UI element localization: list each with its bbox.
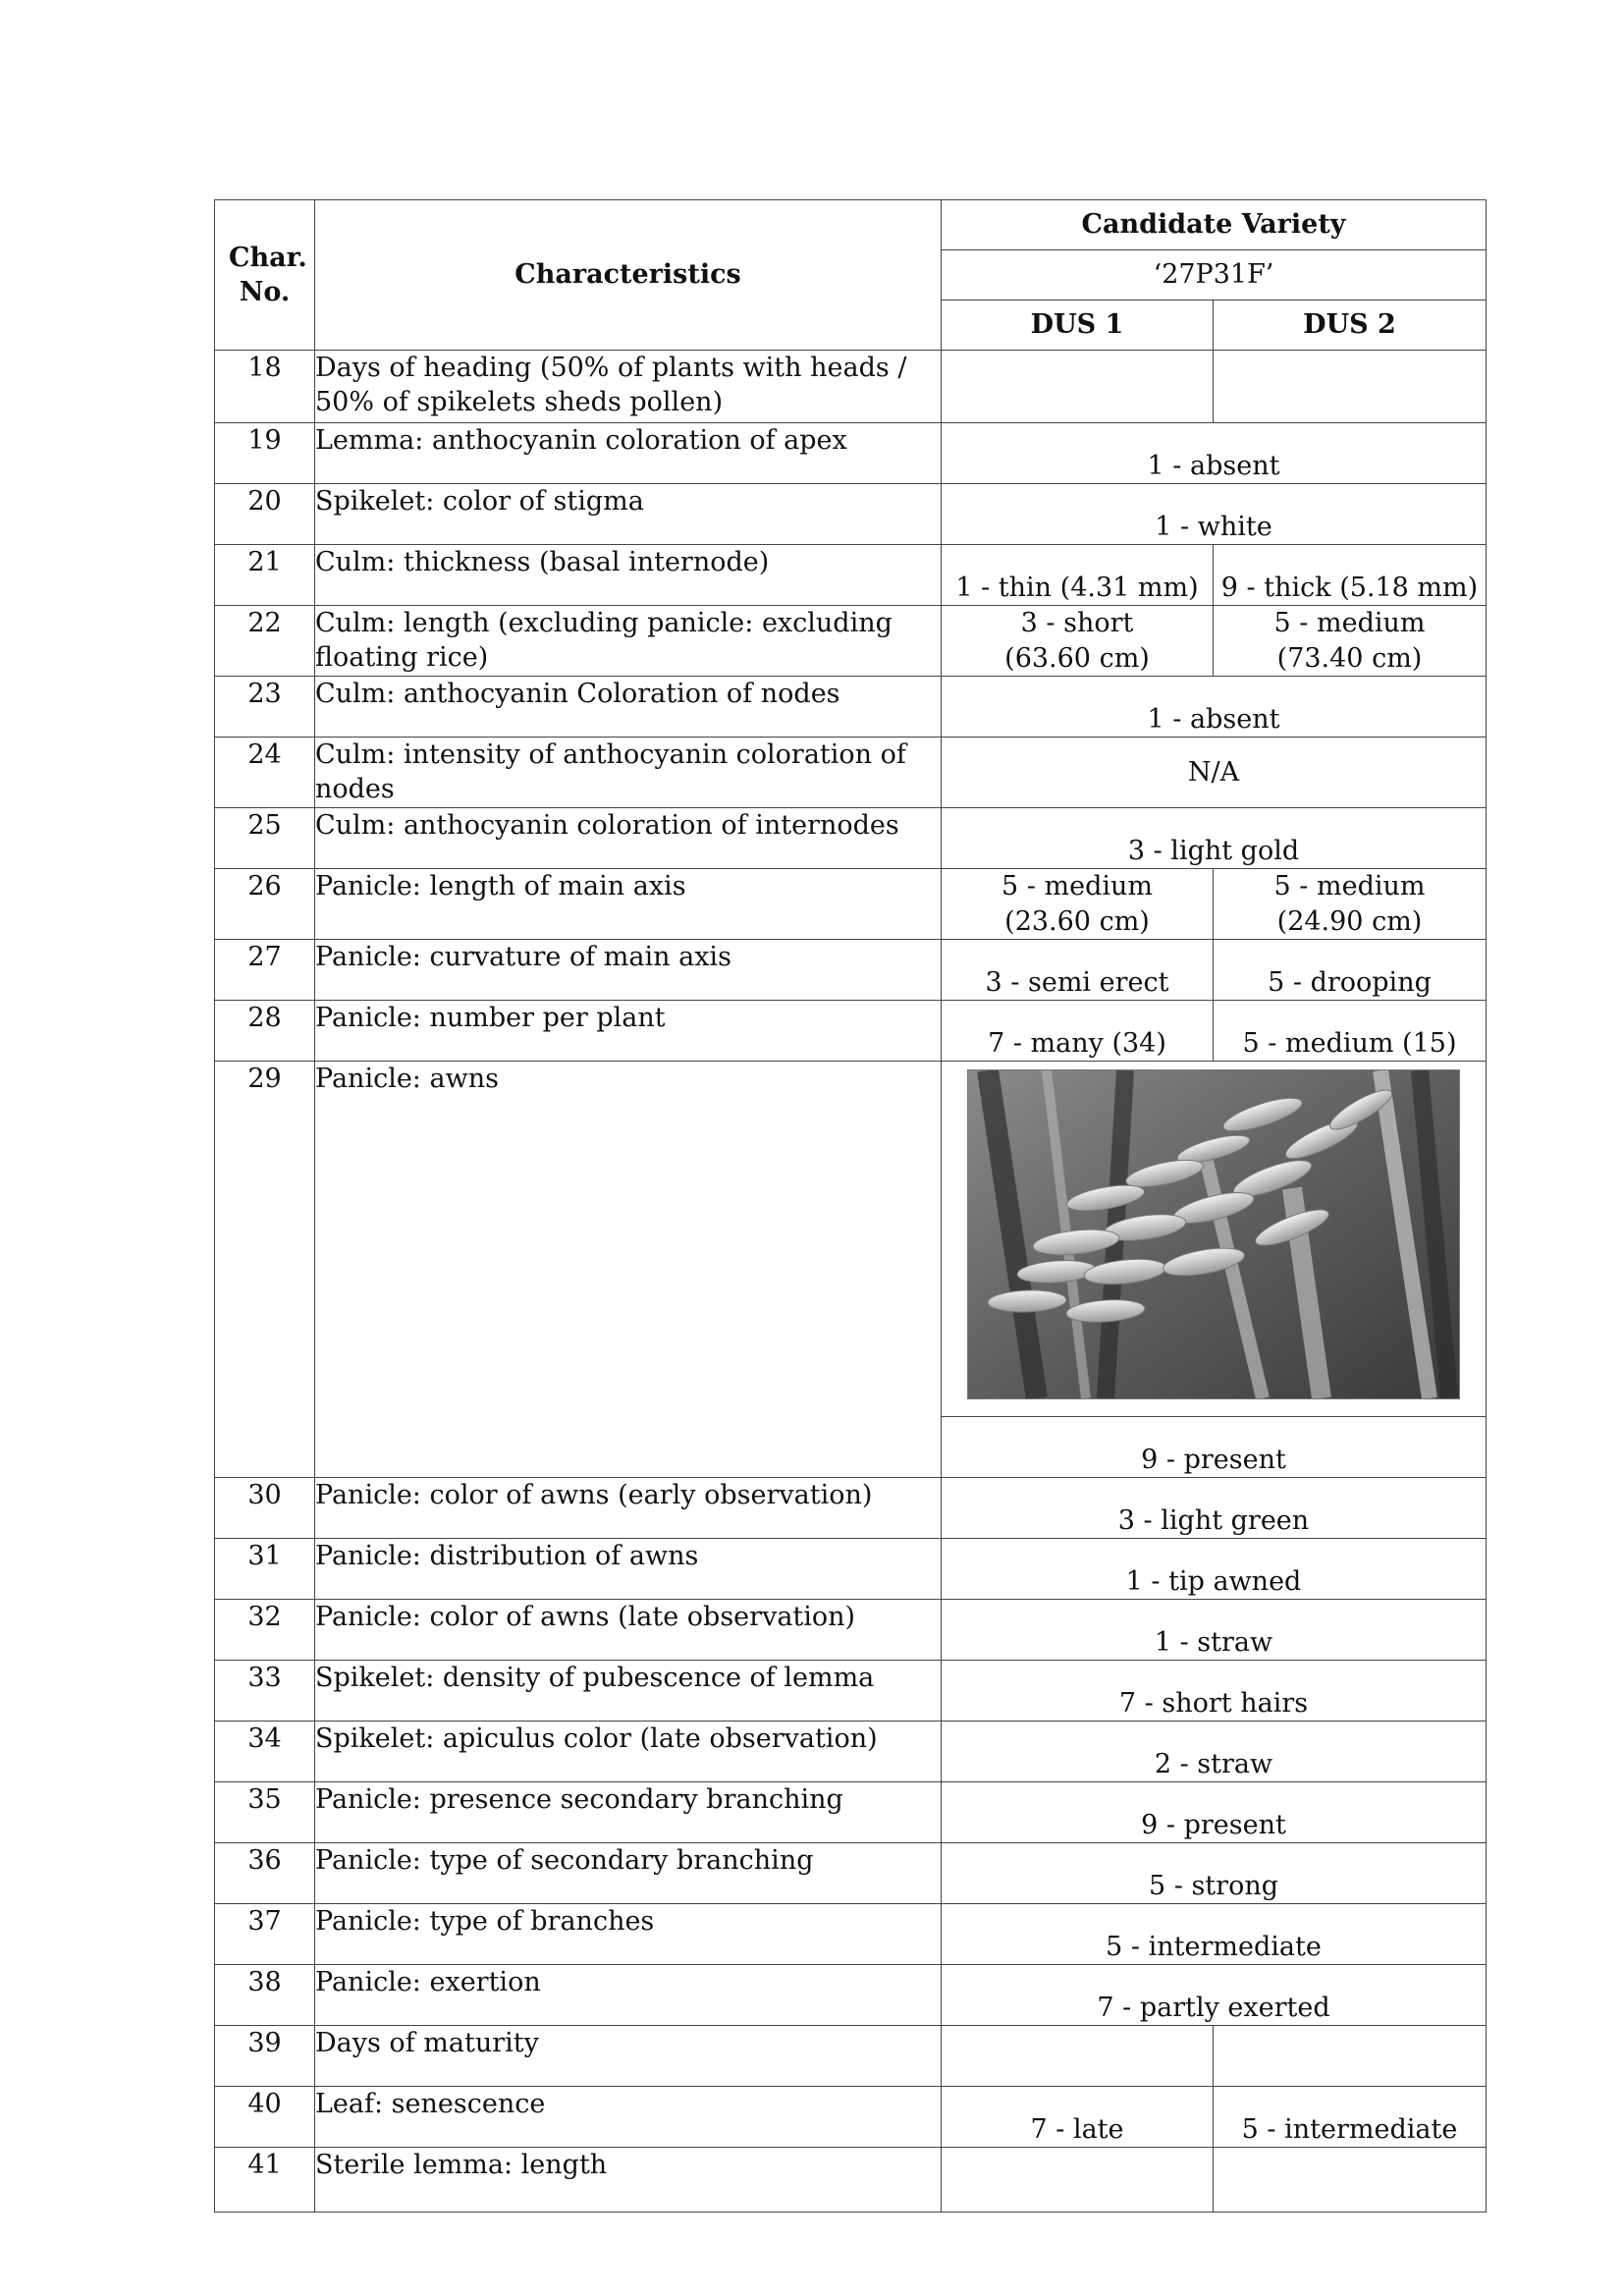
char-number: 19 [215,423,315,484]
char-number: 30 [215,1478,315,1539]
header-variety-name: ‘27P31F’ [942,250,1487,301]
table-row [215,1478,1487,1539]
characteristic-label: Spikelet: apiculus color (late observation) [315,1722,942,1782]
char-number: 18 [215,351,315,423]
header-candidate-variety: Candidate Variety [942,200,1487,250]
char-number: 31 [215,1539,315,1600]
header-char-no: Char. No. [215,200,315,351]
table-row [215,1904,1487,1965]
char-number: 33 [215,1661,315,1722]
table-row [215,1661,1487,1722]
char-number: 29 [215,1062,315,1478]
char-number: 39 [215,2026,315,2087]
char-number: 21 [215,545,315,606]
char-number: 38 [215,1965,315,2026]
char-number: 25 [215,808,315,869]
characteristic-label: Panicle: presence secondary branching [315,1782,942,1843]
char-number: 22 [215,606,315,677]
dus2-value: 5 - intermediate [1214,2087,1487,2148]
combined-value: 3 - light gold [942,808,1487,869]
characteristics-table [214,199,1487,2213]
combined-value: 1 - absent [942,677,1487,738]
table-row [215,1722,1487,1782]
combined-value: 9 - present [942,1782,1487,1843]
table-row [215,1001,1487,1062]
combined-value: 1 - absent [942,423,1487,484]
table-row [215,545,1487,606]
dus2-value: 9 - thick (5.18 mm) [1214,545,1487,606]
table-row [215,677,1487,738]
characteristic-label: Days of maturity [315,2026,942,2087]
table-row [215,606,1487,677]
combined-value: 3 - light green [942,1478,1487,1539]
table-row [215,1843,1487,1904]
characteristic-label: Days of heading (50% of plants with heads / 50% of spikelets sheds pollen) [315,351,942,423]
characteristic-label: Culm: anthocyanin Coloration of nodes [315,677,942,738]
header-characteristics: Characteristics [315,200,942,351]
characteristic-label: Sterile lemma: length [315,2148,942,2213]
panicle-awns-photo [967,1069,1460,1399]
combined-value: 2 - straw [942,1722,1487,1782]
dus1-value [942,351,1214,423]
table-row [215,2087,1487,2148]
table-row [215,869,1487,940]
header-dus2: DUS 2 [1214,301,1487,351]
characteristic-label: Culm: anthocyanin coloration of internodes [315,808,942,869]
table-row [215,1965,1487,2026]
characteristic-label: Culm: length (excluding panicle: excluding floating rice) [315,606,942,677]
combined-value: N/A [942,738,1487,808]
dus2-value: 5 - medium (15) [1214,1001,1487,1062]
characteristic-label: Panicle: color of awns (early observation) [315,1478,942,1539]
characteristic-label: Panicle: type of branches [315,1904,942,1965]
characteristic-label: Leaf: senescence [315,2087,942,2148]
dus2-value [1214,351,1487,423]
combined-value: 7 - partly exerted [942,1965,1487,2026]
dus1-value: 3 - semi erect [942,940,1214,1001]
table-row [215,1539,1487,1600]
dus2-value [1214,2148,1487,2213]
char-number: 36 [215,1843,315,1904]
dus1-value: 1 - thin (4.31 mm) [942,545,1214,606]
table-row [215,808,1487,869]
char-number: 24 [215,738,315,808]
dus1-value: 5 - medium (23.60 cm) [942,869,1214,940]
characteristic-label: Panicle: color of awns (late observation) [315,1600,942,1661]
dus1-value: 3 - short (63.60 cm) [942,606,1214,677]
characteristic-label: Lemma: anthocyanin coloration of apex [315,423,942,484]
table-row [215,2148,1487,2213]
table-row [215,484,1487,545]
table-row [215,1062,1487,1417]
char-number: 27 [215,940,315,1001]
combined-value: 5 - intermediate [942,1904,1487,1965]
characteristic-label: Panicle: number per plant [315,1001,942,1062]
dus2-value: 5 - drooping [1214,940,1487,1001]
dus2-value: 5 - medium (73.40 cm) [1214,606,1487,677]
characteristic-label: Culm: intensity of anthocyanin coloration of nodes [315,738,942,808]
dus1-value [942,2148,1214,2213]
combined-value: 1 - white [942,484,1487,545]
table-row [215,423,1487,484]
char-number: 32 [215,1600,315,1661]
characteristic-label: Culm: thickness (basal internode) [315,545,942,606]
combined-value: 7 - short hairs [942,1661,1487,1722]
characteristic-label: Panicle: distribution of awns [315,1539,942,1600]
char-number: 23 [215,677,315,738]
combined-value: 5 - strong [942,1843,1487,1904]
photo-cell [942,1062,1487,1417]
dus1-value: 7 - many (34) [942,1001,1214,1062]
char-number: 28 [215,1001,315,1062]
table-row [215,1600,1487,1661]
dus1-value: 7 - late [942,2087,1214,2148]
combined-value: 9 - present [942,1417,1487,1478]
char-number: 35 [215,1782,315,1843]
characteristic-label: Panicle: length of main axis [315,869,942,940]
characteristic-label: Panicle: curvature of main axis [315,940,942,1001]
char-number: 37 [215,1904,315,1965]
char-number: 41 [215,2148,315,2213]
characteristic-label: Panicle: awns [315,1062,942,1478]
dus2-value [1214,2026,1487,2087]
combined-value: 1 - tip awned [942,1539,1487,1600]
characteristic-label: Panicle: exertion [315,1965,942,2026]
header-dus1: DUS 1 [942,301,1214,351]
characteristic-label: Spikelet: density of pubescence of lemma [315,1661,942,1722]
table-row [215,738,1487,808]
table-row [215,2026,1487,2087]
characteristic-label: Spikelet: color of stigma [315,484,942,545]
char-number: 34 [215,1722,315,1782]
table-row [215,940,1487,1001]
dus1-value [942,2026,1214,2087]
char-number: 40 [215,2087,315,2148]
dus2-value: 5 - medium (24.90 cm) [1214,869,1487,940]
characteristic-label: Panicle: type of secondary branching [315,1843,942,1904]
char-number: 26 [215,869,315,940]
char-number: 20 [215,484,315,545]
table-row [215,1782,1487,1843]
table-row [215,351,1487,423]
combined-value: 1 - straw [942,1600,1487,1661]
